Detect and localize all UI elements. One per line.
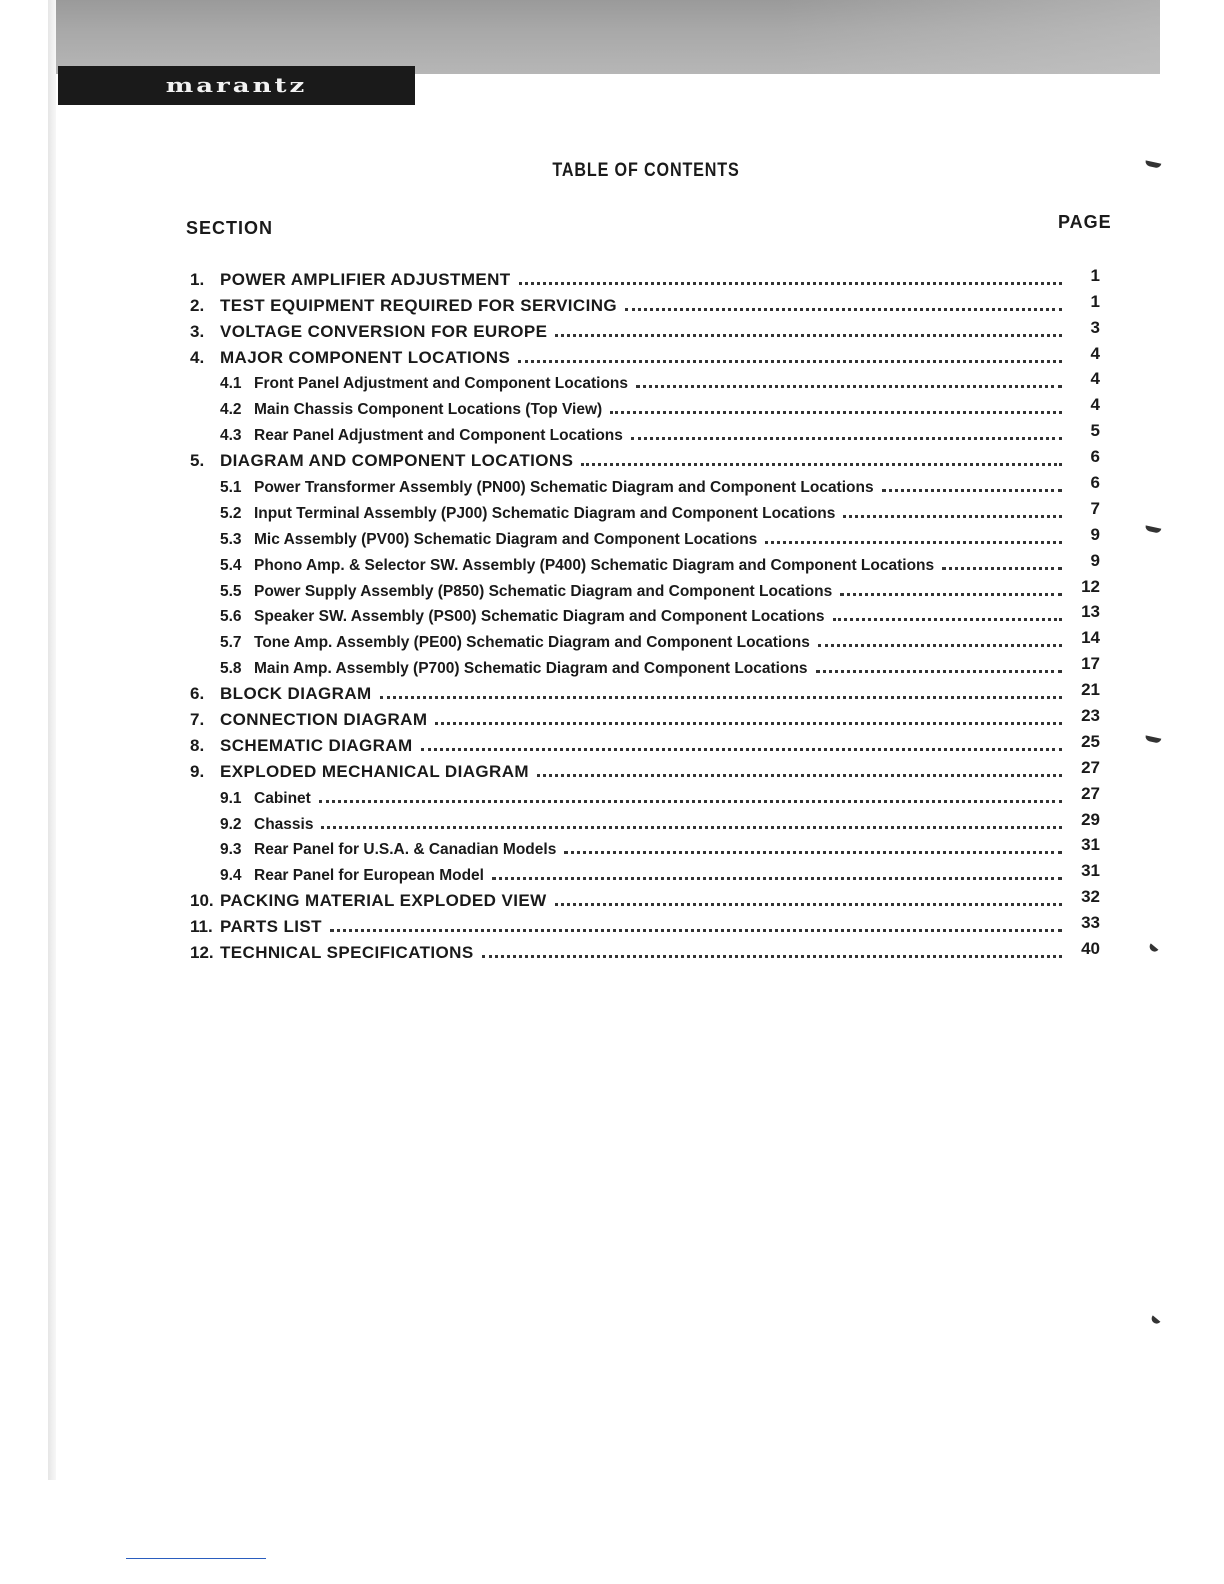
toc-entry-label: Input Terminal Assembly (PJ00) Schematic Diagram and Component Locations bbox=[254, 504, 836, 522]
toc-entry-number: 2. bbox=[190, 295, 205, 315]
toc-entry-label: Speaker SW. Assembly (PS00) Schematic Diagram and Component Locations bbox=[254, 608, 825, 626]
dot-leader bbox=[818, 643, 1062, 647]
dot-leader bbox=[435, 721, 1062, 725]
toc-entry bbox=[190, 704, 1100, 730]
toc-entry-page: 3 bbox=[1090, 317, 1100, 337]
dot-leader bbox=[319, 799, 1062, 803]
toc-entry-label: Main Chassis Component Locations (Top View) bbox=[254, 401, 603, 419]
toc-entry-number: 5.5 bbox=[220, 582, 242, 600]
toc-entry bbox=[190, 471, 1100, 497]
toc-entry bbox=[190, 834, 1100, 860]
toc-entry-number: 4.3 bbox=[220, 427, 242, 445]
toc-entry-number: 5.4 bbox=[220, 556, 242, 574]
toc-entry-label: Phono Amp. & Selector SW. Assembly (P400) Schematic Diagram and Component Locations bbox=[254, 556, 935, 574]
toc-entry-number: 5.1 bbox=[220, 479, 242, 497]
toc-entry-page: 1 bbox=[1090, 291, 1100, 311]
toc-entry-page: 29 bbox=[1081, 809, 1100, 829]
toc-entry bbox=[190, 652, 1100, 678]
toc-entry-page: 9 bbox=[1090, 550, 1100, 570]
page-column-header: PAGE bbox=[1058, 212, 1112, 232]
toc-entry bbox=[190, 885, 1100, 911]
toc-entry-label: SCHEMATIC DIAGRAM bbox=[220, 735, 413, 755]
dot-leader bbox=[321, 825, 1062, 829]
toc-entry-page: 4 bbox=[1090, 369, 1100, 389]
toc-entry bbox=[190, 342, 1100, 368]
toc-entry-page: 27 bbox=[1081, 783, 1100, 803]
toc-entry-label: Chassis bbox=[254, 815, 314, 833]
brand-logo-bar bbox=[58, 66, 415, 105]
section-column-header: SECTION bbox=[186, 218, 274, 238]
toc-entry bbox=[190, 290, 1100, 316]
toc-entry-number: 5. bbox=[190, 451, 205, 471]
toc-entry-page: 23 bbox=[1081, 706, 1100, 726]
toc-entry bbox=[190, 316, 1100, 342]
toc-entry-page: 4 bbox=[1090, 395, 1100, 415]
toc-entry-label: PACKING MATERIAL EXPLODED VIEW bbox=[220, 891, 547, 911]
toc-entry-number: 11. bbox=[190, 917, 213, 937]
toc-entry bbox=[190, 782, 1100, 808]
toc-entry-label: Tone Amp. Assembly (PE00) Schematic Diagram and Component Locations bbox=[254, 634, 810, 652]
toc-entry-page: 13 bbox=[1081, 602, 1100, 622]
toc-entry-number: 6. bbox=[190, 684, 205, 704]
toc-entry-number: 1. bbox=[190, 269, 205, 289]
toc-entry-label: TEST EQUIPMENT REQUIRED FOR SERVICING bbox=[220, 295, 618, 315]
toc-entry-number: 9. bbox=[190, 761, 205, 781]
toc-entry-label: PARTS LIST bbox=[220, 917, 322, 937]
toc-entry bbox=[190, 445, 1100, 471]
dot-leader bbox=[518, 359, 1062, 363]
toc-entry-number: 12. bbox=[190, 943, 214, 963]
toc-entry-page: 6 bbox=[1090, 473, 1100, 493]
toc-entry bbox=[190, 626, 1100, 652]
toc-entry-page: 4 bbox=[1090, 343, 1100, 363]
toc-entry bbox=[190, 601, 1100, 627]
dot-leader bbox=[625, 307, 1062, 311]
table-of-contents bbox=[190, 264, 1100, 963]
toc-entry-number: 7. bbox=[190, 710, 205, 730]
dot-leader bbox=[519, 281, 1062, 285]
binding-mark bbox=[1145, 525, 1162, 533]
toc-entry-label: MAJOR COMPONENT LOCATIONS bbox=[220, 347, 511, 367]
toc-entry-label: POWER AMPLIFIER ADJUSTMENT bbox=[220, 269, 511, 289]
toc-entry-label: Rear Panel for U.S.A. & Canadian Models bbox=[254, 841, 557, 859]
toc-entry-label: VOLTAGE CONVERSION FOR EUROPE bbox=[220, 321, 548, 341]
binding-mark bbox=[1150, 1315, 1161, 1325]
toc-entry bbox=[190, 523, 1100, 549]
toc-entry-page: 40 bbox=[1081, 939, 1100, 959]
toc-entry-label: TECHNICAL SPECIFICATIONS bbox=[220, 943, 474, 963]
toc-entry bbox=[190, 756, 1100, 782]
toc-entry-number: 10. bbox=[190, 891, 214, 911]
toc-entry bbox=[190, 678, 1100, 704]
toc-entry-page: 25 bbox=[1081, 731, 1100, 751]
toc-entry bbox=[190, 911, 1100, 937]
dot-leader bbox=[816, 669, 1062, 673]
toc-entry-page: 14 bbox=[1081, 628, 1100, 648]
brand-logo: marantz bbox=[165, 74, 308, 97]
dot-leader bbox=[537, 773, 1062, 777]
dot-leader bbox=[882, 488, 1062, 492]
dot-leader bbox=[380, 695, 1062, 699]
toc-entry bbox=[190, 937, 1100, 963]
toc-entry-number: 9.1 bbox=[220, 789, 242, 807]
toc-entry-page: 1 bbox=[1090, 265, 1100, 285]
page-top-band bbox=[55, 0, 1160, 74]
toc-entry-page: 33 bbox=[1081, 913, 1100, 933]
dot-leader bbox=[581, 462, 1062, 466]
toc-entry-number: 5.8 bbox=[220, 660, 242, 678]
dot-leader bbox=[765, 540, 1062, 544]
toc-entry-label: DIAGRAM AND COMPONENT LOCATIONS bbox=[220, 451, 574, 471]
toc-entry-number: 9.4 bbox=[220, 867, 242, 885]
toc-entry-page: 27 bbox=[1081, 757, 1100, 777]
toc-entry-page: 5 bbox=[1090, 421, 1100, 441]
dot-leader bbox=[482, 954, 1062, 958]
toc-entry-number: 4.2 bbox=[220, 401, 242, 419]
toc-entry-label: Power Transformer Assembly (PN00) Schematic Diagram and Component Locations bbox=[254, 479, 874, 497]
toc-entry-label: EXPLODED MECHANICAL DIAGRAM bbox=[220, 761, 529, 781]
page-title: TABLE OF CONTENTS bbox=[552, 160, 740, 181]
dot-leader bbox=[942, 566, 1062, 570]
toc-entry-number: 4.1 bbox=[220, 375, 242, 393]
toc-entry-number: 9.2 bbox=[220, 815, 242, 833]
toc-entry-number: 5.6 bbox=[220, 608, 242, 626]
toc-entry-page: 12 bbox=[1081, 576, 1100, 596]
toc-entry-number: 5.2 bbox=[220, 504, 242, 522]
toc-entry bbox=[190, 497, 1100, 523]
toc-entry-label: Front Panel Adjustment and Component Locations bbox=[254, 375, 629, 393]
dot-leader bbox=[840, 592, 1062, 596]
toc-entry-page: 21 bbox=[1081, 680, 1100, 700]
toc-entry bbox=[190, 419, 1100, 445]
toc-entry bbox=[190, 575, 1100, 601]
toc-entry-label: Mic Assembly (PV00) Schematic Diagram and Component Locations bbox=[254, 530, 758, 548]
toc-entry-number: 9.3 bbox=[220, 841, 242, 859]
dot-leader bbox=[636, 384, 1062, 388]
toc-entry-label: Rear Panel Adjustment and Component Locations bbox=[254, 427, 623, 445]
dot-leader bbox=[610, 410, 1062, 414]
page-left-edge bbox=[48, 0, 56, 1480]
toc-entry-page: 31 bbox=[1081, 835, 1100, 855]
dot-leader bbox=[421, 747, 1062, 751]
dot-leader bbox=[843, 514, 1062, 518]
toc-entry bbox=[190, 808, 1100, 834]
toc-entry bbox=[190, 730, 1100, 756]
toc-entry-page: 9 bbox=[1090, 524, 1100, 544]
dot-leader bbox=[555, 902, 1062, 906]
toc-entry-page: 6 bbox=[1090, 447, 1100, 467]
dot-leader bbox=[555, 333, 1062, 337]
toc-entry-label: Cabinet bbox=[254, 789, 311, 807]
toc-entry-label: Main Amp. Assembly (P700) Schematic Diagram and Component Locations bbox=[254, 660, 808, 678]
toc-entry-page: 32 bbox=[1081, 887, 1100, 907]
toc-entry-label: Rear Panel for European Model bbox=[254, 867, 484, 885]
toc-entry bbox=[190, 859, 1100, 885]
toc-entry-number: 3. bbox=[190, 321, 205, 341]
dot-leader bbox=[492, 876, 1062, 880]
toc-entry-page: 17 bbox=[1081, 654, 1100, 674]
toc-entry-label: Power Supply Assembly (P850) Schematic Diagram and Component Locations bbox=[254, 582, 833, 600]
dot-leader bbox=[631, 436, 1062, 440]
dot-leader bbox=[833, 617, 1062, 621]
binding-mark bbox=[1145, 735, 1162, 743]
binding-mark bbox=[1148, 943, 1159, 953]
toc-entry-number: 5.7 bbox=[220, 634, 242, 652]
toc-entry bbox=[190, 264, 1100, 290]
footer-rule bbox=[126, 1558, 266, 1559]
toc-entry-page: 7 bbox=[1090, 498, 1100, 518]
toc-entry-number: 4. bbox=[190, 347, 205, 367]
toc-entry-label: BLOCK DIAGRAM bbox=[220, 684, 372, 704]
toc-entry-number: 8. bbox=[190, 735, 205, 755]
dot-leader bbox=[564, 850, 1062, 854]
toc-entry bbox=[190, 393, 1100, 419]
toc-entry-page: 31 bbox=[1081, 861, 1100, 881]
toc-entry bbox=[190, 368, 1100, 394]
toc-entry-label: CONNECTION DIAGRAM bbox=[220, 710, 428, 730]
toc-entry-number: 5.3 bbox=[220, 530, 242, 548]
dot-leader bbox=[330, 928, 1062, 932]
toc-entry bbox=[190, 549, 1100, 575]
